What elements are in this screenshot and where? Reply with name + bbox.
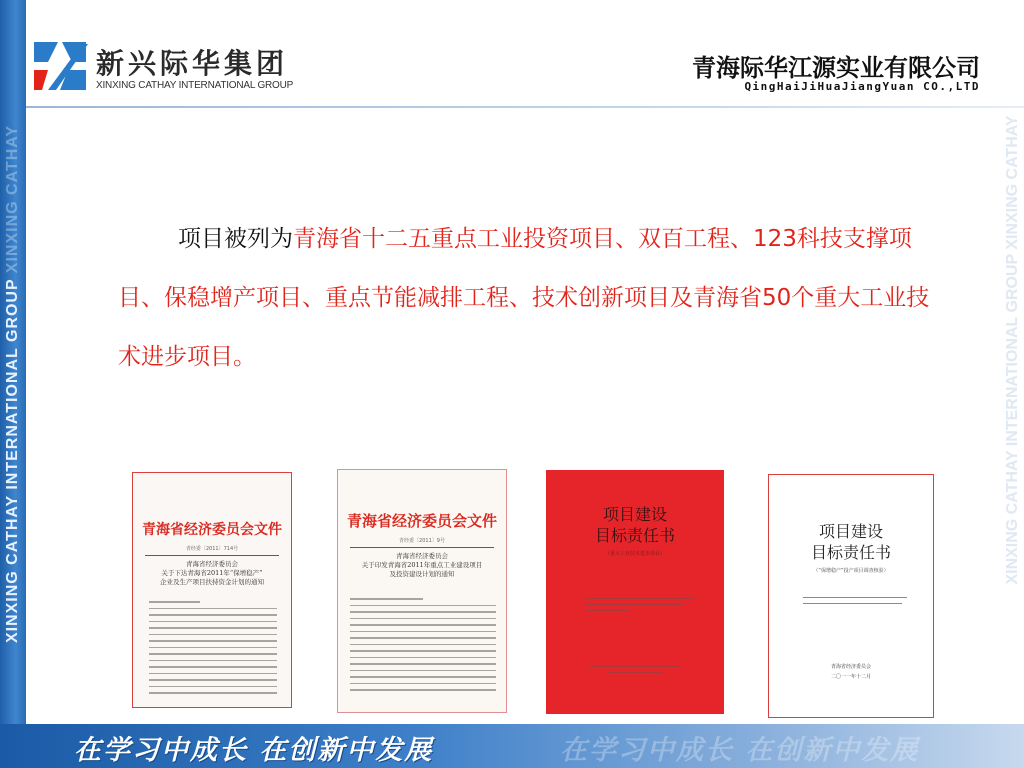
- logo-english-name: XINXING CATHAY INTERNATIONAL GROUP: [96, 80, 294, 91]
- document-thumbnail-4: [768, 474, 934, 718]
- company-english-name: QingHaiJiHuaJiangYuan CO.,LTD: [744, 80, 980, 93]
- left-band-text: [4, 125, 22, 643]
- company-chinese-name: 青海际华江源实业有限公司: [692, 54, 980, 82]
- doc4-issuer: 青海省经济委员会: [830, 664, 871, 670]
- doc4-title: 项目建设 目标责任书: [810, 522, 891, 562]
- doc2-body-lines: [350, 598, 496, 696]
- document-thumbnail-2: [337, 469, 507, 713]
- doc3-title: 项目建设 目标责任书: [594, 505, 675, 545]
- left-band-label-faded: XINXING CATHAY: [4, 124, 21, 274]
- doc3-body-lines: [586, 598, 694, 616]
- description-lead: 项目被列为: [178, 226, 293, 252]
- header-divider: [26, 106, 1024, 108]
- doc4-body-lines: [803, 597, 907, 609]
- slide-footer: [0, 724, 1024, 768]
- doc4-date: 二〇一一年十二月: [830, 674, 871, 680]
- doc1-title: 青海省经济委员会 关于下达青海省2011年“保增稳产” 企业及生产项目扶持资金计划的通知: [160, 560, 264, 586]
- doc1-header: 青海省经济委员会文件: [142, 522, 282, 538]
- description-highlight: 青海省十二五重点工业投资项目、双百工程、123科技支撑项目、保稳增产项目、重点节能减排工程、技术创新项目及青海省50个重大工业技术进步项目。: [118, 226, 930, 370]
- slide-header: [26, 0, 1024, 108]
- document-thumbnail-3: [546, 470, 724, 714]
- doc1-body-lines: [149, 601, 277, 699]
- logo-chinese-name: 新兴际华集团: [96, 47, 289, 80]
- doc2-title: 青海省经济委员会 关于印发青海省2011年重点工业建设项目 及投资建设计划的通知: [361, 552, 483, 578]
- right-watermark-band: [1002, 110, 1024, 590]
- project-description: [118, 210, 948, 387]
- footer-slogan: 在学习中成长 在创新中发展: [74, 735, 434, 766]
- doc2-header: 青海省经济委员会文件: [346, 512, 497, 530]
- document-thumbnail-1: [132, 472, 292, 708]
- left-brand-band: [0, 0, 26, 768]
- left-band-label: XINXING CATHAY INTERNATIONAL GROUP: [4, 278, 21, 644]
- doc3-footer-lines: [590, 666, 680, 678]
- doc3-subtitle: （重大工业技术进步项目）: [604, 551, 665, 557]
- doc2-red-rule: [350, 547, 494, 548]
- doc2-number: 青经委〔2011〕9号: [399, 538, 445, 544]
- doc1-number: 青经委〔2011〕714号: [185, 546, 239, 552]
- company-logo-icon: [32, 40, 88, 92]
- right-watermark-text: XINXING CATHAY INTERNATIONAL GROUP XINXING CATHAY: [1004, 115, 1021, 585]
- footer-slogan-faded: 在学习中成长 在创新中发展: [560, 735, 920, 766]
- doc1-red-rule: [145, 555, 279, 556]
- doc4-subtitle: （“保增稳产”投产项目调查核验）: [813, 568, 889, 574]
